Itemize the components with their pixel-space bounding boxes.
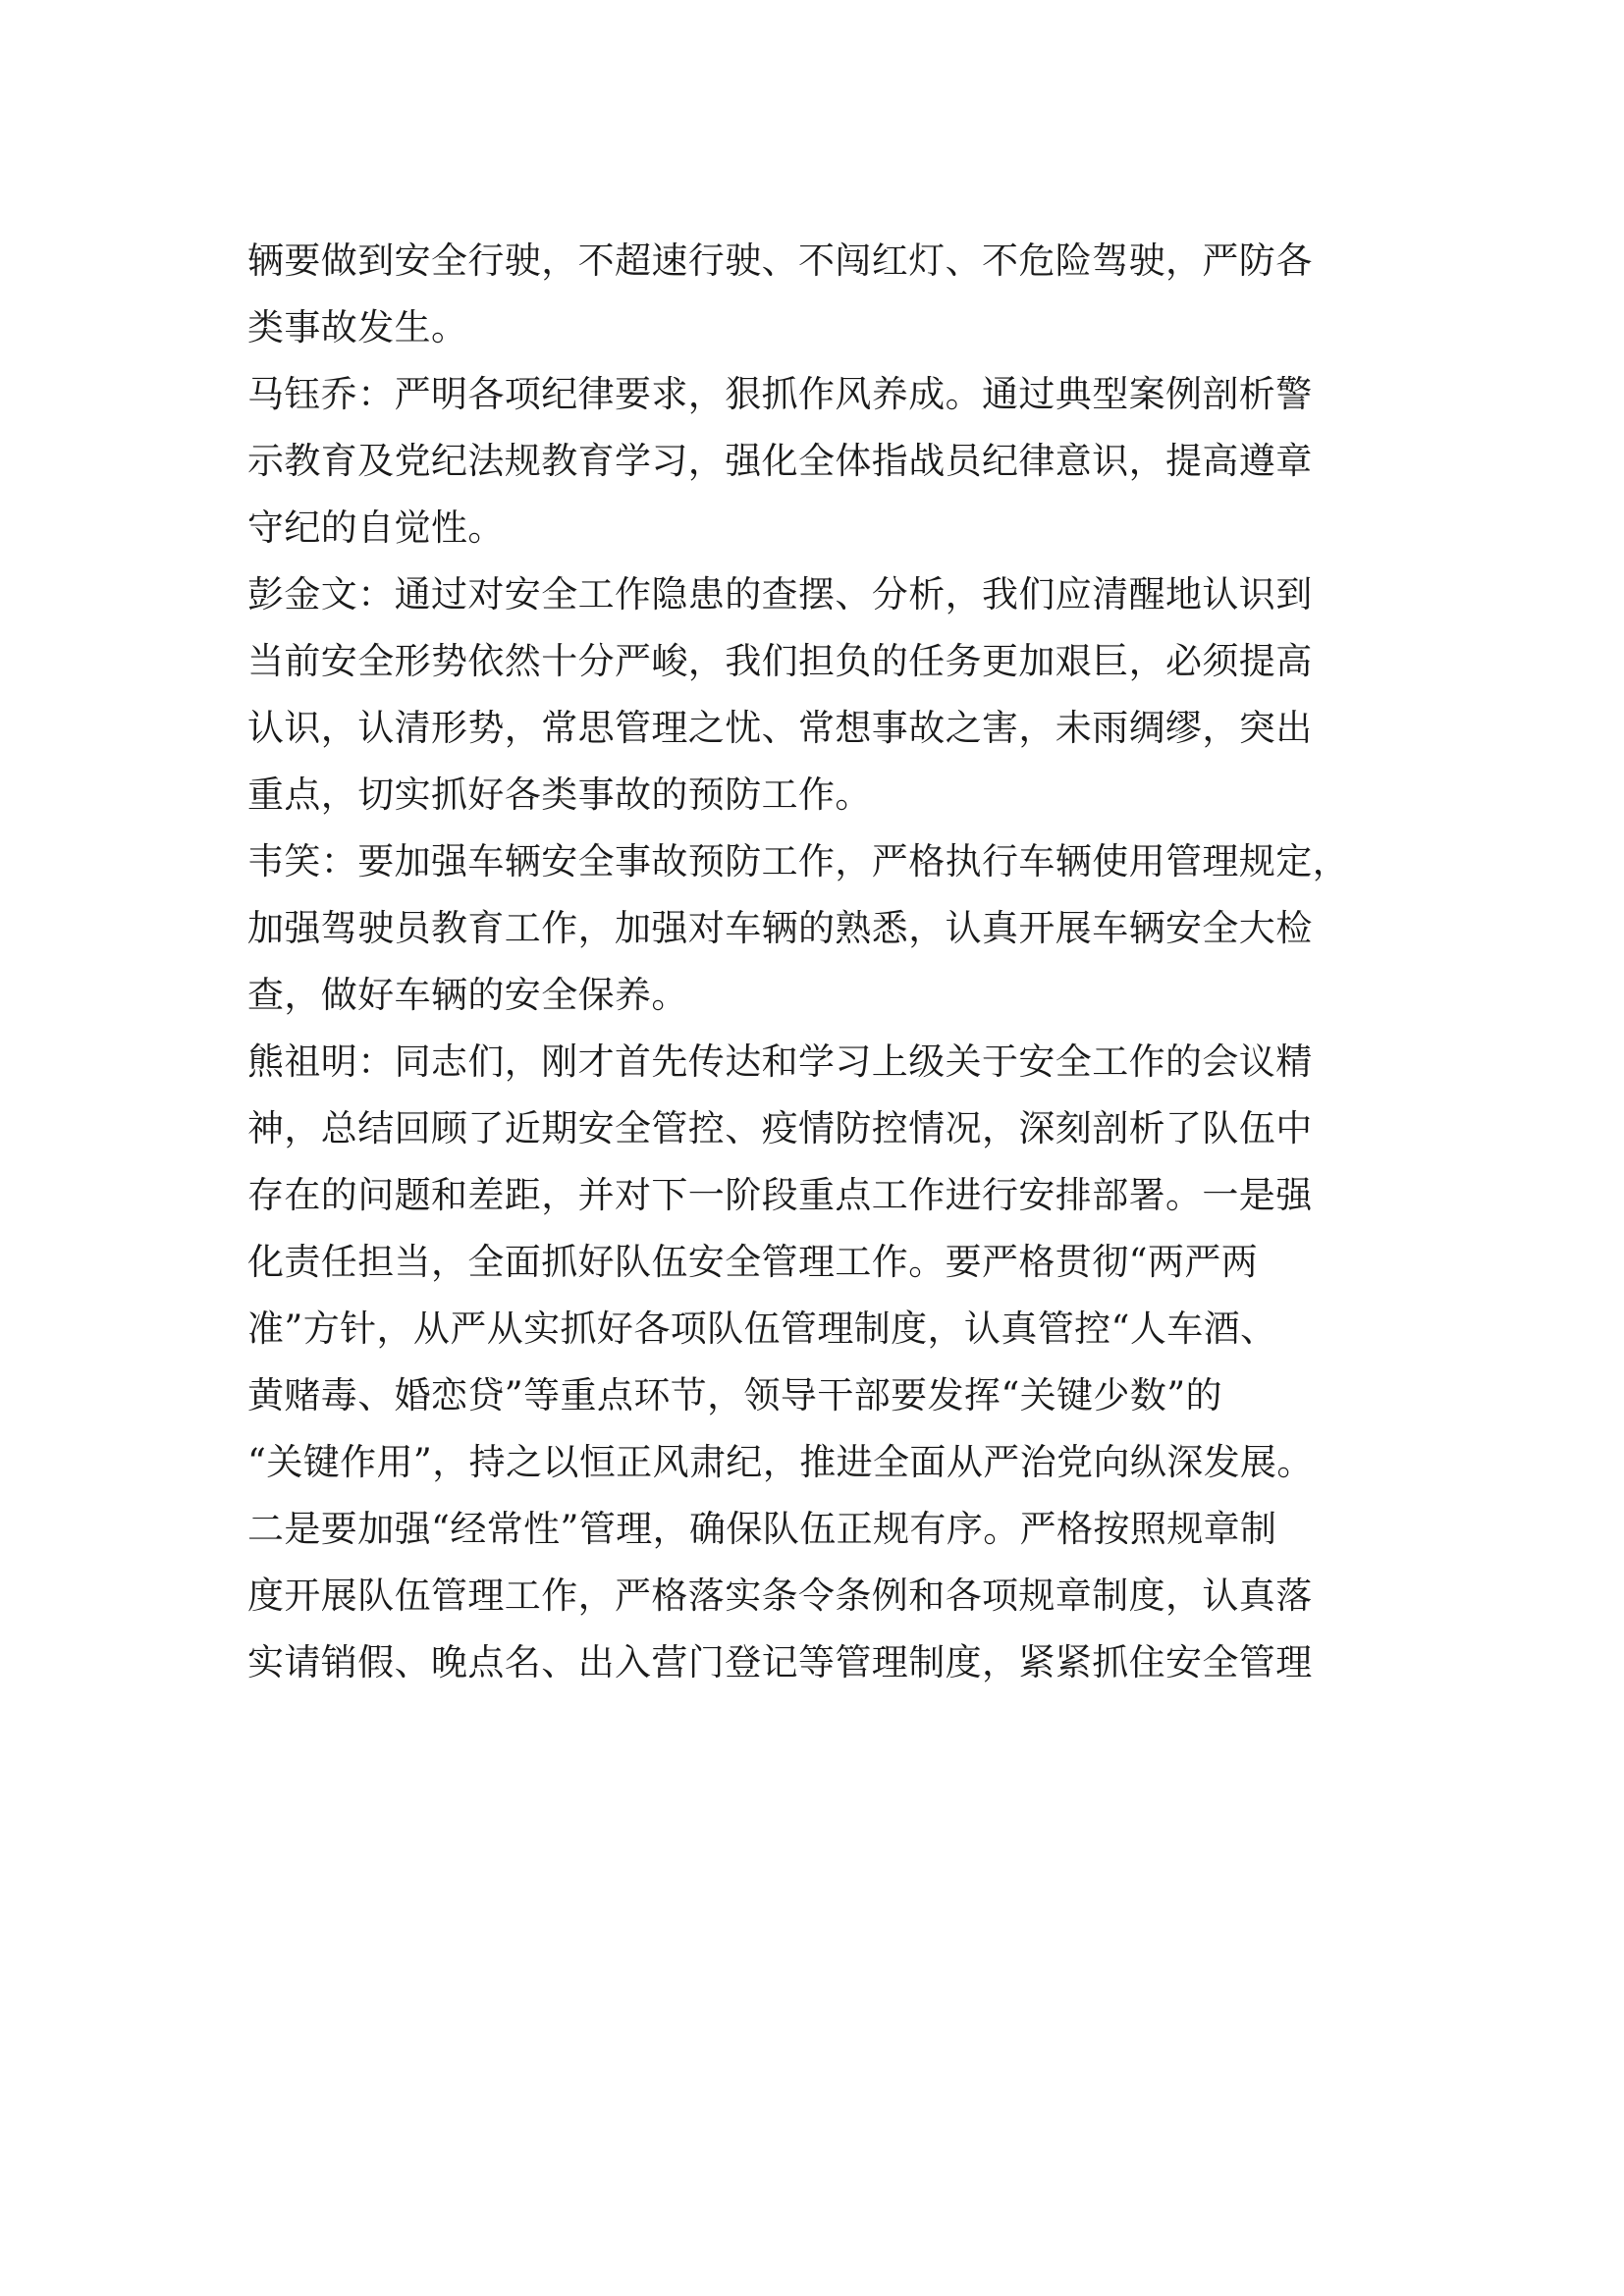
text-line: 重点，切实抓好各类事故的预防工作。 [247, 774, 872, 816]
text-line: 认识，认清形势，常思管理之忧、常想事故之害，未雨绸缪，突出 [247, 707, 1313, 749]
text-line: 二是要加强“经常性”管理，确保队伍正规有序。严格按照规章制 [247, 1508, 1277, 1550]
text-line: 加强驾驶员教育工作，加强对车辆的熟悉，认真开展车辆安全大检 [247, 907, 1313, 949]
text-line: 存在的问题和差距，并对下一阶段重点工作进行安排部署。一是强 [247, 1174, 1313, 1216]
text-line: 实请销假、晚点名、出入营门登记等管理制度，紧紧抓住安全管理 [247, 1641, 1313, 1683]
speaker-paragraph-line: 彭金文：通过对安全工作隐患的查摆、分析，我们应清醒地认识到 [247, 573, 1313, 615]
speaker-paragraph-line: 熊祖明：同志们，刚才首先传达和学习上级关于安全工作的会议精 [247, 1041, 1313, 1083]
text-line: 辆要做到安全行驶，不超速行驶、不闯红灯、不危险驾驶，严防各 [247, 240, 1313, 282]
text-line: 类事故发生。 [247, 306, 468, 348]
text-line: 守纪的自觉性。 [247, 507, 505, 549]
speaker-paragraph-line: 马钰乔：严明各项纪律要求，狠抓作风养成。通过典型案例剖析警 [247, 373, 1313, 415]
speaker-paragraph-line: 韦笑：要加强车辆安全事故预防工作，严格执行车辆使用管理规定， [247, 840, 1349, 882]
text-line: “关键作用”，持之以恒正风肃纪，推进全面从严治党向纵深发展。 [247, 1441, 1314, 1483]
text-line: 当前安全形势依然十分严峻，我们担负的任务更加艰巨，必须提高 [247, 640, 1313, 682]
text-line: 神，总结回顾了近期安全管控、疫情防控情况，深刻剖析了队伍中 [247, 1107, 1313, 1149]
body-text [247, 228, 1377, 1696]
text-line: 查，做好车辆的安全保养。 [247, 974, 688, 1016]
text-line: 化责任担当，全面抓好队伍安全管理工作。要严格贯彻“两严两 [247, 1241, 1259, 1283]
text-line: 示教育及党纪法规教育学习，强化全体指战员纪律意识，提高遵章 [247, 440, 1313, 482]
text-line: 准”方针，从严从实抓好各项队伍管理制度，认真管控“人车酒、 [247, 1308, 1277, 1350]
text-line: 黄赌毒、婚恋贷”等重点环节，领导干部要发挥“关键少数”的 [247, 1374, 1222, 1416]
text-line: 度开展队伍管理工作，严格落实条令条例和各项规章制度，认真落 [247, 1575, 1313, 1617]
